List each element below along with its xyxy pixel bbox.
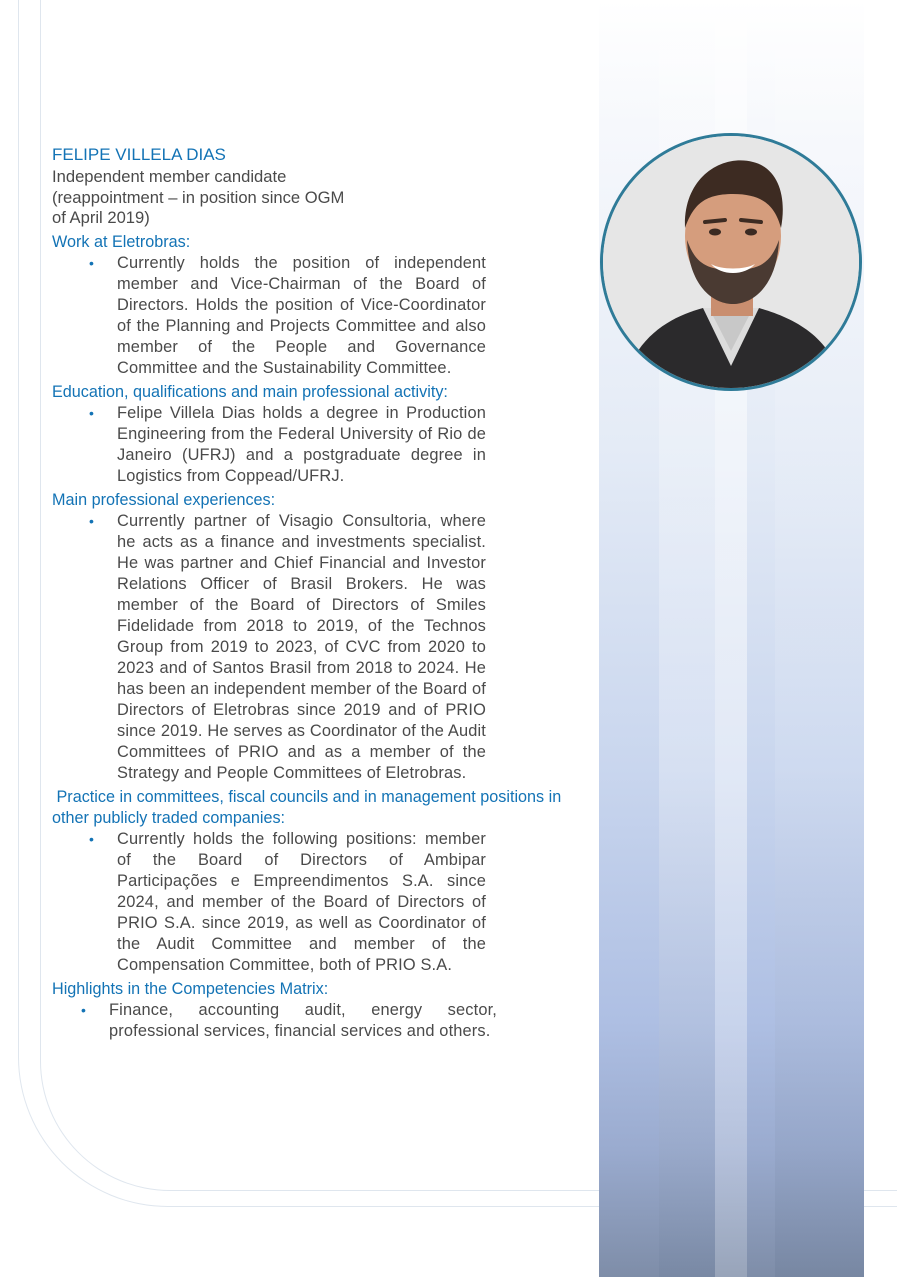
- candidate-role: [52, 167, 382, 229]
- competencies-list: [52, 1000, 572, 1042]
- section-heading-work: Work at Eletrobras:: [52, 232, 191, 251]
- list-item: • Currently holds the position of independent member and Vice-Chairman of the Board of Directors. Holds the position of Vice-Coordinator of the Planning and Projects Committee and also member of the People and Governance Committee and the Sustainability Committee.: [117, 253, 486, 379]
- candidate-name: FELIPE VILLELA DIAS: [52, 145, 226, 164]
- candidate-profile: [52, 145, 572, 1042]
- list-item: • Felipe Villela Dias holds a degree in Production Engineering from the Federal University of Rio de Janeiro (UFRJ) and a postgraduate degree in Logistics from Coppead/UFRJ.: [117, 403, 486, 487]
- portrait-illustration: [603, 136, 859, 388]
- section-heading-experience: Main professional experiences:: [52, 490, 276, 509]
- section-heading-education: Education, qualifications and main professional activity:: [52, 382, 448, 401]
- work-list: [52, 253, 572, 379]
- experience-list: [52, 511, 572, 784]
- committees-list: [52, 829, 572, 976]
- candidate-portrait: [600, 133, 862, 391]
- education-list: [52, 403, 572, 487]
- section-heading-competencies: Highlights in the Competencies Matrix:: [52, 979, 329, 998]
- role-line: Independent member candidate: [52, 167, 287, 186]
- list-item: • Currently partner of Visagio Consultoria, where he acts as a finance and investments specialist. He was partner and Chief Financial and Investor Relations Officer of Brasil Brokers. He was member of the Board of Directors of Smiles Fidelidade from 2018 to 2019, of the Technos Group from 2019 to 2023, of CVC from 2020 to 2023 and of Santos Brasil from 2018 to 2024. He has been an independent member of the Board of Directors of Eletrobras since 2019 and of PRIO since 2019. He serves as Coordinator of the Audit Committees of PRIO and as a member of the Strategy and People Committees of Eletrobras.: [117, 511, 486, 784]
- list-item: • Currently holds the following positions: member of the Board of Directors of Ambipar Participações e Empreendimentos S.A. since 2024, and member of the Board of Directors of PRIO S.A. since 2019, as well as Coordinator of the Audit Committee and member of the Compensation Committee, both of PRIO S.A.: [117, 829, 486, 976]
- list-item: • Finance, accounting audit, energy sector, professional services, financial services and others.: [109, 1000, 497, 1042]
- role-line: (reappointment – in position since OGM: [52, 187, 345, 207]
- role-line: of April 2019): [52, 208, 150, 227]
- section-heading-committees: Practice in committees, fiscal councils and in management positions in other publicly traded companies:: [52, 787, 566, 827]
